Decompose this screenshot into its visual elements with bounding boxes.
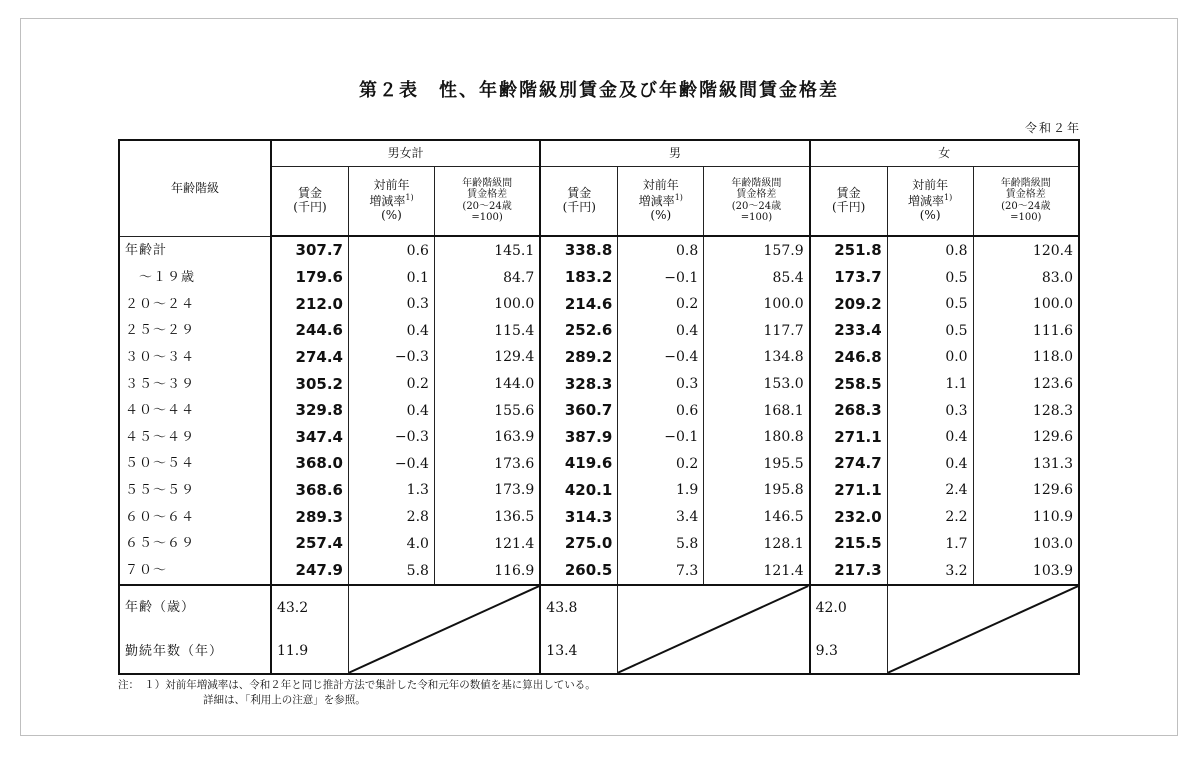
wage-gap-cell: 173.9 bbox=[434, 477, 540, 504]
change-rate-cell: 0.5 bbox=[887, 291, 973, 318]
wage-cell: 246.8 bbox=[810, 344, 888, 371]
change-rate-cell: 2.2 bbox=[887, 504, 973, 531]
wage-gap-cell: 163.9 bbox=[434, 424, 540, 451]
row-label: ３５～３９ bbox=[119, 371, 271, 398]
wage-cell: 275.0 bbox=[540, 530, 618, 557]
wage-cell: 212.0 bbox=[271, 291, 349, 318]
change-rate-cell: 0.4 bbox=[349, 318, 435, 345]
cell-value: 43.2 bbox=[271, 585, 349, 629]
row-label: 勤続年数（年） bbox=[119, 630, 271, 674]
table-row bbox=[119, 504, 1079, 531]
cell-value: 9.3 bbox=[810, 630, 888, 674]
change-rate-cell: 0.2 bbox=[618, 451, 704, 478]
year-label: 令和２年 bbox=[1024, 121, 1081, 135]
diagonal-cell bbox=[618, 585, 810, 674]
wage-gap-cell: 117.7 bbox=[704, 318, 810, 345]
col-diff-header: 年齢階級間 賃金格差 (20～24歳 =100) bbox=[434, 166, 540, 236]
wage-gap-cell: 103.0 bbox=[973, 530, 1079, 557]
wage-gap-cell: 128.3 bbox=[973, 397, 1079, 424]
table-row bbox=[119, 477, 1079, 504]
table-title: 第２表 性、年齢階級別賃金及び年齢階級間賃金格差 bbox=[359, 80, 839, 101]
wage-gap-cell: 110.9 bbox=[973, 504, 1079, 531]
wage-cell: 252.6 bbox=[540, 318, 618, 345]
wage-gap-cell: 195.8 bbox=[704, 477, 810, 504]
change-rate-cell: 1.7 bbox=[887, 530, 973, 557]
wage-cell: 260.5 bbox=[540, 557, 618, 585]
table-row bbox=[119, 371, 1079, 398]
wage-cell: 214.6 bbox=[540, 291, 618, 318]
row-label: ５５～５９ bbox=[119, 477, 271, 504]
wage-cell: 232.0 bbox=[810, 504, 888, 531]
wage-cell: 209.2 bbox=[810, 291, 888, 318]
wage-cell: 173.7 bbox=[810, 264, 888, 291]
wage-cell: 217.3 bbox=[810, 557, 888, 585]
wage-cell: 183.2 bbox=[540, 264, 618, 291]
table-row bbox=[119, 264, 1079, 291]
wage-gap-cell: 111.6 bbox=[973, 318, 1079, 345]
row-label: 年齢計 bbox=[119, 236, 271, 264]
wage-cell: 307.7 bbox=[271, 236, 349, 264]
wage-cell: 420.1 bbox=[540, 477, 618, 504]
wage-cell: 329.8 bbox=[271, 397, 349, 424]
wage-gap-cell: 100.0 bbox=[973, 291, 1079, 318]
wage-cell: 274.7 bbox=[810, 451, 888, 478]
row-label: ２５～２９ bbox=[119, 318, 271, 345]
wage-cell: 305.2 bbox=[271, 371, 349, 398]
wage-cell: 274.4 bbox=[271, 344, 349, 371]
change-rate-cell: 0.4 bbox=[618, 318, 704, 345]
change-rate-cell: 2.8 bbox=[349, 504, 435, 531]
change-rate-cell: 0.3 bbox=[349, 291, 435, 318]
wage-cell: 251.8 bbox=[810, 236, 888, 264]
wage-gap-cell: 83.0 bbox=[973, 264, 1079, 291]
wage-gap-cell: 129.6 bbox=[973, 477, 1079, 504]
group-header-male: 男 bbox=[540, 140, 809, 166]
wage-gap-cell: 168.1 bbox=[704, 397, 810, 424]
wage-gap-cell: 120.4 bbox=[973, 236, 1079, 264]
col-diff-header: 年齢階級間 賃金格差 (20～24歳 =100) bbox=[704, 166, 810, 236]
wage-cell: 360.7 bbox=[540, 397, 618, 424]
change-rate-cell: 0.1 bbox=[349, 264, 435, 291]
change-rate-cell: 0.8 bbox=[618, 236, 704, 264]
wage-gap-cell: 195.5 bbox=[704, 451, 810, 478]
change-rate-cell: 3.2 bbox=[887, 557, 973, 585]
wage-gap-cell: 136.5 bbox=[434, 504, 540, 531]
wage-gap-cell: 128.1 bbox=[704, 530, 810, 557]
wage-cell: 328.3 bbox=[540, 371, 618, 398]
col-change-header: 対前年 増減率$^{1)}$ (%) bbox=[887, 166, 973, 236]
group-header-total: 男女計 bbox=[271, 140, 540, 166]
row-label: ４０～４４ bbox=[119, 397, 271, 424]
wage-cell: 268.3 bbox=[810, 397, 888, 424]
row-label: 年齢（歳） bbox=[119, 585, 271, 629]
table-row bbox=[119, 236, 1079, 264]
change-rate-cell: 0.4 bbox=[887, 424, 973, 451]
table-row bbox=[119, 585, 1079, 629]
change-rate-cell: 0.5 bbox=[887, 318, 973, 345]
wage-cell: 244.6 bbox=[271, 318, 349, 345]
change-rate-cell: 0.2 bbox=[349, 371, 435, 398]
change-rate-cell: 7.3 bbox=[618, 557, 704, 585]
wage-cell: 347.4 bbox=[271, 424, 349, 451]
col-diff-header: 年齢階級間 賃金格差 (20～24歳 =100) bbox=[973, 166, 1079, 236]
footnote bbox=[118, 678, 596, 708]
wage-gap-cell: 129.4 bbox=[434, 344, 540, 371]
col-wage-header: 賃金 (千円) bbox=[540, 166, 618, 236]
col-wage-header: 賃金 (千円) bbox=[271, 166, 349, 236]
cell-value: 42.0 bbox=[810, 585, 888, 629]
wage-cell: 258.5 bbox=[810, 371, 888, 398]
wage-gap-cell: 100.0 bbox=[704, 291, 810, 318]
change-rate-cell: 5.8 bbox=[349, 557, 435, 585]
change-rate-cell: −0.4 bbox=[349, 451, 435, 478]
col-change-header: 対前年 増減率$^{1)}$ (%) bbox=[349, 166, 435, 236]
cell-value: 11.9 bbox=[271, 630, 349, 674]
wage-gap-cell: 157.9 bbox=[704, 236, 810, 264]
wage-cell: 257.4 bbox=[271, 530, 349, 557]
table-row bbox=[119, 557, 1079, 585]
footnote-line: 注： １）対前年増減率は、令和２年と同じ推計方法で集計した令和元年の数値を基に算出している。 bbox=[118, 679, 596, 691]
cell-value: 43.8 bbox=[540, 585, 618, 629]
wage-cell: 289.3 bbox=[271, 504, 349, 531]
change-rate-cell: 5.8 bbox=[618, 530, 704, 557]
wage-gap-cell: 131.3 bbox=[973, 451, 1079, 478]
wage-table bbox=[118, 139, 1080, 675]
change-rate-cell: −0.1 bbox=[618, 424, 704, 451]
change-rate-cell: 1.9 bbox=[618, 477, 704, 504]
wage-gap-cell: 121.4 bbox=[434, 530, 540, 557]
change-rate-cell: 0.2 bbox=[618, 291, 704, 318]
wage-gap-cell: 155.6 bbox=[434, 397, 540, 424]
row-label: ６０～６４ bbox=[119, 504, 271, 531]
row-label: ３０～３４ bbox=[119, 344, 271, 371]
table-row bbox=[119, 344, 1079, 371]
change-rate-cell: 0.0 bbox=[887, 344, 973, 371]
row-label: ２０～２４ bbox=[119, 291, 271, 318]
wage-gap-cell: 134.8 bbox=[704, 344, 810, 371]
wage-gap-cell: 103.9 bbox=[973, 557, 1079, 585]
change-rate-cell: 1.3 bbox=[349, 477, 435, 504]
wage-cell: 387.9 bbox=[540, 424, 618, 451]
wage-gap-cell: 145.1 bbox=[434, 236, 540, 264]
footnote-line: 詳細は、「利用上の注意」を参照。 bbox=[203, 694, 366, 707]
change-rate-cell: 0.3 bbox=[618, 371, 704, 398]
change-rate-cell: −0.4 bbox=[618, 344, 704, 371]
row-label: ４５～４９ bbox=[119, 424, 271, 451]
wage-gap-cell: 84.7 bbox=[434, 264, 540, 291]
change-rate-cell: 1.1 bbox=[887, 371, 973, 398]
wage-cell: 314.3 bbox=[540, 504, 618, 531]
wage-cell: 247.9 bbox=[271, 557, 349, 585]
wage-gap-cell: 116.9 bbox=[434, 557, 540, 585]
row-label: ～１９歳 bbox=[119, 264, 271, 291]
wage-cell: 368.0 bbox=[271, 451, 349, 478]
diagonal-cell bbox=[887, 585, 1079, 674]
change-rate-cell: 3.4 bbox=[618, 504, 704, 531]
wage-gap-cell: 118.0 bbox=[973, 344, 1079, 371]
row-label: ６５～６９ bbox=[119, 530, 271, 557]
wage-gap-cell: 129.6 bbox=[973, 424, 1079, 451]
wage-cell: 271.1 bbox=[810, 477, 888, 504]
wage-gap-cell: 144.0 bbox=[434, 371, 540, 398]
wage-gap-cell: 180.8 bbox=[704, 424, 810, 451]
change-rate-cell: 0.5 bbox=[887, 264, 973, 291]
change-rate-cell: 0.6 bbox=[349, 236, 435, 264]
group-header-female: 女 bbox=[810, 140, 1079, 166]
wage-cell: 368.6 bbox=[271, 477, 349, 504]
change-rate-cell: 4.0 bbox=[349, 530, 435, 557]
wage-cell: 271.1 bbox=[810, 424, 888, 451]
wage-cell: 215.5 bbox=[810, 530, 888, 557]
table-row bbox=[119, 451, 1079, 478]
change-rate-cell: 0.6 bbox=[618, 397, 704, 424]
table-row bbox=[119, 397, 1079, 424]
wage-cell: 419.6 bbox=[540, 451, 618, 478]
table-row bbox=[119, 291, 1079, 318]
row-label: ７０～ bbox=[119, 557, 271, 585]
table-row bbox=[119, 530, 1079, 557]
change-rate-cell: −0.3 bbox=[349, 424, 435, 451]
change-rate-cell: 0.8 bbox=[887, 236, 973, 264]
wage-gap-cell: 100.0 bbox=[434, 291, 540, 318]
wage-gap-cell: 146.5 bbox=[704, 504, 810, 531]
row-label: ５０～５４ bbox=[119, 451, 271, 478]
wage-gap-cell: 173.6 bbox=[434, 451, 540, 478]
change-rate-cell: 0.3 bbox=[887, 397, 973, 424]
col-wage-header: 賃金 (千円) bbox=[810, 166, 888, 236]
table-row bbox=[119, 318, 1079, 345]
change-rate-cell: 0.4 bbox=[349, 397, 435, 424]
table-row bbox=[119, 424, 1079, 451]
wage-cell: 233.4 bbox=[810, 318, 888, 345]
wage-gap-cell: 153.0 bbox=[704, 371, 810, 398]
change-rate-cell: −0.3 bbox=[349, 344, 435, 371]
change-rate-cell: 0.4 bbox=[887, 451, 973, 478]
wage-cell: 338.8 bbox=[540, 236, 618, 264]
age-class-header: 年齢階級 bbox=[119, 140, 271, 236]
wage-cell: 179.6 bbox=[271, 264, 349, 291]
change-rate-cell: 2.4 bbox=[887, 477, 973, 504]
wage-gap-cell: 123.6 bbox=[973, 371, 1079, 398]
diagonal-cell bbox=[349, 585, 541, 674]
wage-gap-cell: 115.4 bbox=[434, 318, 540, 345]
wage-gap-cell: 121.4 bbox=[704, 557, 810, 585]
change-rate-cell: −0.1 bbox=[618, 264, 704, 291]
wage-cell: 289.2 bbox=[540, 344, 618, 371]
wage-gap-cell: 85.4 bbox=[704, 264, 810, 291]
cell-value: 13.4 bbox=[540, 630, 618, 674]
col-change-header: 対前年 増減率$^{1)}$ (%) bbox=[618, 166, 704, 236]
